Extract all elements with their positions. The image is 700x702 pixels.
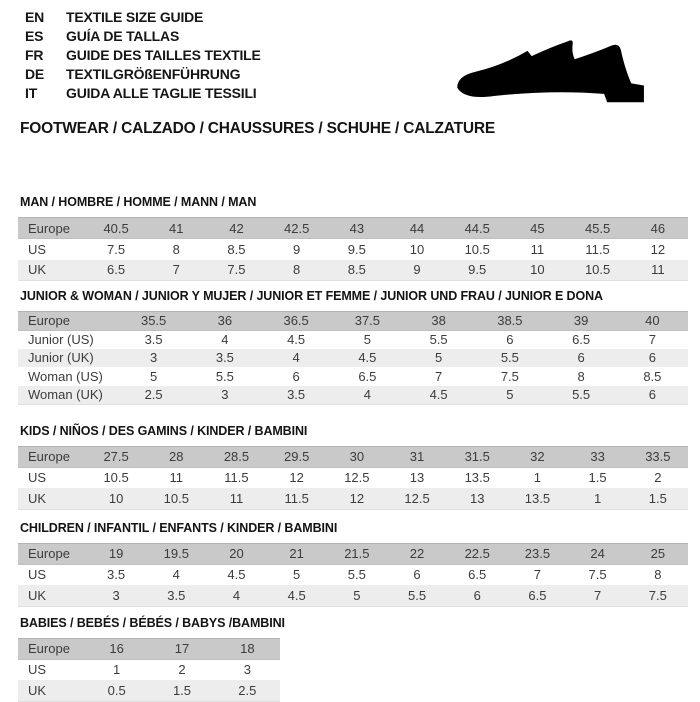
- row-label-cell: UK: [28, 682, 47, 698]
- size-value-cell: 4: [292, 350, 300, 366]
- size-value-cell: 10.5: [584, 262, 611, 278]
- size-value-cell: 3: [221, 387, 229, 402]
- size-value-cell: 6: [577, 350, 585, 366]
- size-value-cell: 3: [150, 350, 158, 366]
- size-value-cell: 5: [363, 332, 371, 347]
- size-value-cell: 3: [243, 662, 251, 678]
- size-value-cell: 11: [651, 262, 665, 278]
- size-value-cell: 40: [645, 313, 660, 329]
- size-value-cell: 8: [172, 241, 180, 257]
- section-title: MAN / HOMBRE / HOMME / MANN / MAN: [20, 195, 257, 209]
- size-value-cell: 3.5: [287, 387, 306, 402]
- size-value-cell: 46: [650, 220, 666, 236]
- size-value-cell: 10.5: [464, 241, 490, 257]
- size-value-cell: 5.5: [429, 332, 448, 347]
- size-value-cell: 9: [293, 241, 301, 257]
- size-value-cell: 12.5: [404, 490, 430, 506]
- size-value-cell: 5: [506, 387, 514, 402]
- size-value-cell: 31.5: [464, 449, 490, 464]
- size-value-cell: 7.5: [107, 241, 126, 257]
- row-label-cell: Europe: [28, 641, 70, 656]
- size-value-cell: 12: [289, 470, 304, 486]
- size-table: [18, 311, 688, 405]
- size-value-cell: 28: [169, 449, 184, 464]
- size-value-cell: 4: [172, 567, 180, 583]
- size-value-cell: 11.5: [224, 470, 249, 486]
- size-value-cell: 6.5: [358, 368, 377, 384]
- row-label-cell: US: [28, 662, 47, 678]
- size-value-cell: 9: [413, 262, 421, 278]
- size-value-cell: 25: [650, 546, 666, 561]
- size-value-cell: 3.5: [167, 587, 186, 603]
- row-label-cell: Junior (US): [28, 332, 94, 347]
- size-section: [18, 289, 700, 405]
- size-value-cell: 40.5: [103, 220, 129, 236]
- size-value-cell: 39: [573, 313, 589, 329]
- size-value-cell: 19: [108, 546, 124, 561]
- size-value-cell: 43: [349, 220, 365, 236]
- size-value-cell: 5: [293, 567, 301, 583]
- size-value-cell: 9.5: [468, 262, 487, 278]
- size-value-cell: 22: [409, 546, 425, 561]
- size-value-cell: 6: [292, 368, 300, 384]
- size-value-cell: 2.5: [238, 682, 257, 698]
- size-value-cell: 35.5: [140, 313, 167, 329]
- size-value-cell: 7: [593, 587, 602, 603]
- size-value-cell: 6: [648, 387, 656, 402]
- size-value-cell: 4: [232, 587, 241, 603]
- size-value-cell: 10.5: [163, 490, 189, 506]
- size-value-cell: 3.5: [144, 332, 163, 347]
- size-value-cell: 7.5: [227, 262, 246, 278]
- size-value-cell: 42: [229, 220, 244, 236]
- size-value-cell: 6: [648, 350, 656, 366]
- size-value-cell: 21.5: [344, 546, 370, 561]
- size-sections: [18, 195, 700, 702]
- section-title: BABIES / BEBÉS / BÉBÉS / BABYS /BAMBINI: [20, 615, 285, 630]
- row-label-cell: Europe: [28, 313, 70, 329]
- size-value-cell: 12.5: [344, 470, 370, 486]
- size-value-cell: 5: [353, 587, 361, 603]
- size-value-cell: 9.5: [347, 241, 366, 257]
- size-value-cell: 8: [293, 262, 301, 278]
- section-title: JUNIOR & WOMAN / JUNIOR Y MUJER / JUNIOR ET FEMME / JUNIOR UND FRAU / JUNIOR E DONA: [20, 289, 603, 303]
- size-value-cell: 6.5: [468, 567, 487, 583]
- size-value-cell: 21: [289, 546, 304, 561]
- language-code: DE: [25, 66, 45, 82]
- size-value-cell: 5.5: [500, 350, 519, 366]
- size-value-cell: 11.5: [585, 241, 610, 257]
- row-label-cell: Woman (US): [28, 368, 103, 384]
- size-value-cell: 1: [533, 470, 542, 486]
- size-value-cell: 4.5: [227, 567, 246, 583]
- size-value-cell: 3.5: [107, 567, 126, 583]
- table-row: [18, 312, 688, 331]
- size-value-cell: 13.5: [524, 490, 551, 506]
- size-table: [18, 217, 688, 281]
- language-label: TEXTILGRÖßENFÜHRUNG: [66, 66, 241, 82]
- row-label-cell: US: [28, 470, 47, 486]
- size-value-cell: 45.5: [584, 220, 611, 236]
- row-label-cell: Woman (UK): [28, 387, 103, 402]
- row-label-cell: US: [28, 567, 47, 583]
- size-value-cell: 6: [506, 332, 514, 347]
- size-value-cell: 1: [593, 490, 602, 506]
- size-table: [18, 543, 688, 607]
- size-section: [18, 616, 700, 702]
- size-value-cell: 45: [530, 220, 545, 236]
- size-value-cell: 10: [530, 262, 545, 278]
- size-value-cell: 16: [109, 641, 124, 656]
- size-value-cell: 37.5: [354, 313, 381, 329]
- language-code: FR: [25, 47, 44, 63]
- size-value-cell: 2: [654, 470, 662, 486]
- table-row: [18, 260, 688, 281]
- size-value-cell: 8: [577, 368, 585, 384]
- size-value-cell: 5.5: [347, 567, 366, 583]
- size-value-cell: 44.5: [464, 220, 490, 236]
- size-value-cell: 1.5: [588, 470, 607, 486]
- size-value-cell: 41: [169, 220, 184, 236]
- size-value-cell: 8: [654, 567, 662, 583]
- size-value-cell: 3.5: [215, 350, 234, 366]
- size-value-cell: 38.5: [497, 313, 523, 329]
- size-section: [18, 424, 700, 510]
- size-value-cell: 10: [409, 241, 425, 257]
- size-value-cell: 20: [229, 546, 244, 561]
- table-row: [18, 638, 280, 659]
- size-value-cell: 7: [435, 368, 443, 384]
- language-code: EN: [25, 9, 45, 25]
- size-value-cell: 6: [413, 567, 421, 583]
- size-value-cell: 4.5: [358, 350, 377, 366]
- size-value-cell: 8.5: [643, 368, 662, 384]
- section-title: KIDS / NIÑOS / DES GAMINS / KINDER / BAMBINI: [20, 423, 308, 438]
- size-value-cell: 12: [349, 490, 365, 506]
- size-value-cell: 13: [469, 490, 485, 506]
- size-value-cell: 33: [590, 449, 605, 464]
- row-label-cell: US: [28, 241, 47, 257]
- size-value-cell: 30: [349, 449, 365, 464]
- size-value-cell: 2.5: [144, 387, 163, 402]
- row-label-cell: Europe: [28, 546, 70, 561]
- size-value-cell: 0.5: [107, 682, 126, 698]
- size-value-cell: 18: [240, 641, 255, 656]
- size-value-cell: 6.5: [528, 587, 547, 603]
- size-value-cell: 31: [409, 449, 425, 464]
- size-value-cell: 24: [590, 546, 605, 561]
- size-value-cell: 1.5: [648, 490, 667, 506]
- size-value-cell: 1: [113, 662, 121, 678]
- size-section: [18, 521, 700, 607]
- size-value-cell: 7: [533, 567, 542, 583]
- size-value-cell: 44: [409, 220, 425, 236]
- size-value-cell: 4: [221, 332, 229, 347]
- size-value-cell: 10.5: [103, 470, 129, 486]
- row-label-cell: Europe: [28, 449, 70, 464]
- size-value-cell: 12: [650, 241, 666, 257]
- size-value-cell: 4.5: [287, 332, 306, 347]
- table-row: [18, 680, 280, 701]
- row-label-cell: UK: [28, 262, 47, 278]
- size-value-cell: 11: [229, 490, 244, 506]
- table-row: [18, 349, 688, 368]
- table-row: [18, 367, 688, 386]
- size-value-cell: 4.5: [429, 387, 448, 402]
- language-label: GUÍA DE TALLAS: [66, 28, 180, 44]
- size-value-cell: 28.5: [223, 449, 250, 464]
- size-value-cell: 22.5: [464, 546, 490, 561]
- table-row: [18, 446, 688, 467]
- size-value-cell: 4.5: [287, 587, 306, 603]
- size-value-cell: 4: [363, 387, 371, 402]
- size-value-cell: 6.5: [107, 262, 126, 278]
- language-line: [25, 8, 700, 27]
- language-label: GUIDA ALLE TAGLIE TESSILI: [66, 85, 257, 101]
- size-value-cell: 3: [112, 587, 120, 603]
- size-value-cell: 7: [648, 332, 656, 347]
- size-value-cell: 7.5: [648, 587, 667, 603]
- size-value-cell: 29.5: [284, 449, 310, 464]
- size-value-cell: 5.5: [572, 387, 591, 402]
- size-value-cell: 36.5: [283, 313, 309, 329]
- table-row: [18, 386, 688, 405]
- size-value-cell: 13.5: [464, 470, 490, 486]
- language-code: ES: [25, 28, 44, 44]
- table-row: [18, 564, 688, 585]
- size-value-cell: 11: [169, 470, 184, 486]
- size-table: [18, 446, 688, 510]
- table-row: [18, 218, 688, 239]
- size-value-cell: 5: [150, 368, 158, 384]
- size-value-cell: 19.5: [163, 546, 189, 561]
- size-value-cell: 6: [473, 587, 481, 603]
- row-label-cell: UK: [28, 587, 47, 603]
- size-section: [18, 195, 700, 281]
- table-row: [18, 330, 688, 349]
- table-row: [18, 659, 280, 680]
- table-row: [18, 585, 688, 606]
- row-label-cell: UK: [28, 490, 47, 506]
- size-value-cell: 23.5: [524, 546, 551, 561]
- size-value-cell: 17: [174, 641, 190, 656]
- table-row: [18, 543, 688, 564]
- size-value-cell: 10: [108, 490, 124, 506]
- size-value-cell: 27.5: [103, 449, 129, 464]
- size-value-cell: 5.5: [215, 368, 234, 384]
- language-label: TEXTILE SIZE GUIDE: [66, 9, 204, 25]
- size-value-cell: 5: [435, 350, 443, 366]
- table-row: [18, 239, 688, 260]
- size-value-cell: 8.5: [347, 262, 366, 278]
- size-value-cell: 33.5: [645, 449, 671, 464]
- table-row: [18, 467, 688, 488]
- size-value-cell: 2: [178, 662, 186, 678]
- size-value-cell: 6.5: [572, 332, 591, 347]
- row-label-cell: Junior (UK): [28, 350, 94, 366]
- row-label-cell: Europe: [28, 220, 70, 236]
- size-table: [18, 638, 280, 702]
- section-title: CHILDREN / INFANTIL / ENFANTS / KINDER / BAMBINI: [20, 520, 338, 535]
- size-value-cell: 7.5: [500, 368, 519, 384]
- language-label: GUIDE DES TAILLES TEXTILE: [66, 47, 261, 63]
- size-value-cell: 13: [409, 470, 425, 486]
- size-value-cell: 11: [530, 241, 545, 257]
- size-value-cell: 38: [431, 313, 446, 329]
- size-value-cell: 11.5: [284, 490, 309, 506]
- size-value-cell: 7.5: [588, 567, 607, 583]
- size-value-cell: 36: [217, 313, 233, 329]
- shoe-icon: [452, 35, 667, 115]
- size-value-cell: 8.5: [227, 241, 246, 257]
- language-code: IT: [25, 85, 38, 101]
- size-value-cell: 1.5: [172, 682, 192, 698]
- size-value-cell: 5.5: [407, 587, 427, 603]
- table-row: [18, 488, 688, 509]
- size-value-cell: 7: [172, 262, 180, 278]
- category-title: FOOTWEAR / CALZADO / CHAUSSURES / SCHUHE / CALZATURE: [20, 120, 495, 137]
- size-value-cell: 42.5: [284, 220, 310, 236]
- size-value-cell: 32: [530, 449, 545, 464]
